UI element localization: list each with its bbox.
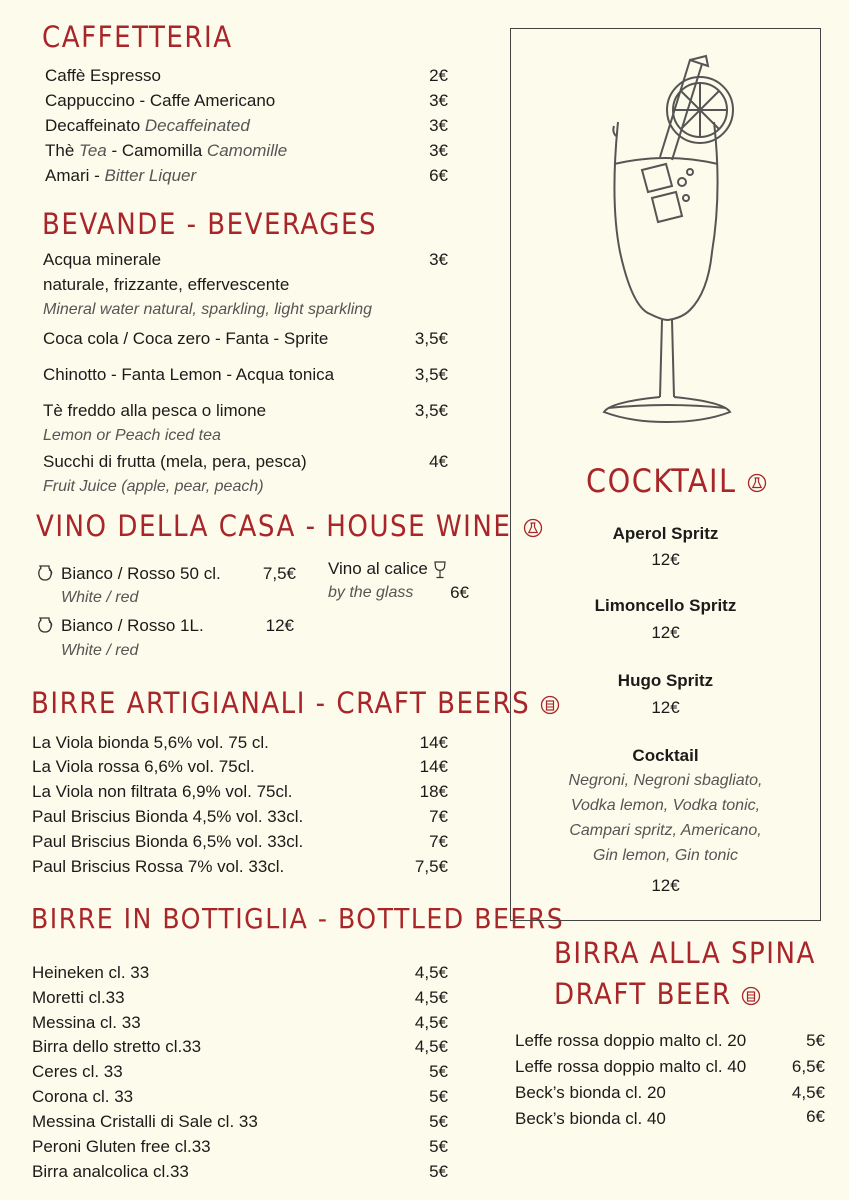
- spina-title: BIRRA ALLA SPINA: [554, 936, 816, 970]
- menu-item-beer: Birra analcolica cl.33: [32, 1162, 189, 1181]
- item-price: 12€: [265, 616, 294, 635]
- bevande-title: BEVANDE - BEVERAGES: [42, 207, 378, 241]
- menu-item-draft: Leffe rossa doppio malto cl. 20: [515, 1031, 747, 1050]
- item-price: 6€: [806, 1107, 825, 1126]
- caffetteria-title: CAFFETTERIA: [42, 20, 233, 54]
- cocktail-desc-line: Vodka lemon, Vodka tonic,: [570, 797, 761, 814]
- item-price: 3€: [429, 116, 448, 135]
- item-price: 3€: [429, 250, 448, 269]
- menu-item-vino-calice: Vino al calice: [328, 558, 447, 580]
- menu-item-beer: Paul Briscius Bionda 4,5% vol. 33cl.: [32, 807, 304, 826]
- item-price: 14€: [419, 757, 448, 776]
- item-price: 3,5€: [414, 401, 448, 420]
- menu-item-beer: Messina cl. 33: [32, 1013, 141, 1032]
- menu-item-draft: Beck’s bionda cl. 40: [515, 1109, 666, 1128]
- cocktail-limoncello: Limoncello Spritz: [594, 596, 737, 615]
- menu-item-carafe-50: Bianco / Rosso 50 cl.: [61, 564, 221, 583]
- wine-glass-icon: [433, 561, 447, 579]
- menu-item-amari: Amari - Bitter Liquer: [45, 166, 197, 185]
- menu-item-te-freddo: Tè freddo alla pesca o limone: [43, 401, 267, 420]
- cocktail-hugo: Hugo Spritz: [617, 671, 714, 690]
- item-price: 4,5€: [414, 963, 448, 982]
- menu-item-beer: Paul Briscius Rossa 7% vol. 33cl.: [32, 857, 285, 876]
- cocktail-title: COCKTAIL: [586, 463, 767, 499]
- item-price: 6€: [450, 583, 469, 602]
- item-translation: White / red: [61, 642, 139, 659]
- artigianali-title: BIRRE ARTIGIANALI - CRAFT BEERS: [31, 686, 560, 720]
- item-price: 7,5€: [262, 564, 296, 583]
- menu-item-beer: Ceres cl. 33: [32, 1062, 123, 1081]
- menu-item-decaffeinato: Decaffeinato Decaffeinated: [45, 116, 250, 135]
- menu-item-beer: Moretti cl.33: [32, 988, 125, 1007]
- item-price: 5€: [806, 1031, 825, 1050]
- item-price: 12€: [651, 876, 680, 895]
- menu-item-beer: Heineken cl. 33: [32, 963, 150, 982]
- item-price: 3,5€: [414, 329, 448, 348]
- menu-item-beer: Paul Briscius Bionda 6,5% vol. 33cl.: [32, 832, 304, 851]
- allergen-icon: [741, 986, 761, 1006]
- item-translation: by the glass: [328, 584, 414, 601]
- menu-item-carafe-1l: Bianco / Rosso 1L.: [61, 616, 204, 635]
- spina-subtitle: DRAFT BEER: [554, 977, 761, 1011]
- item-price: 5€: [429, 1087, 448, 1106]
- cocktail-aperol: Aperol Spritz: [612, 524, 719, 543]
- menu-item-the: Thè Tea - Camomilla Camomille: [45, 141, 288, 160]
- menu-item-acqua: Acqua minerale: [43, 250, 162, 269]
- item-price: 5€: [429, 1062, 448, 1081]
- item-price: 4,5€: [414, 1013, 448, 1032]
- item-price: 4€: [429, 452, 448, 471]
- menu-item-beer: Corona cl. 33: [32, 1087, 134, 1106]
- item-price: 3€: [429, 141, 448, 160]
- menu-item-beer: La Viola bionda 5,6% vol. 75 cl.: [32, 733, 269, 752]
- item-price: 7,5€: [414, 857, 448, 876]
- item-translation: White / red: [61, 589, 139, 606]
- item-price: 14€: [419, 733, 448, 752]
- menu-item-cappuccino: Cappuccino - Caffe Americano: [45, 91, 276, 110]
- carafe-icon: [35, 563, 55, 583]
- vino-title: VINO DELLA CASA - HOUSE WINE: [36, 509, 543, 543]
- menu-item-coca-cola: Coca cola / Coca zero - Fanta - Sprite: [43, 329, 329, 348]
- bottiglia-title: BIRRE IN BOTTIGLIA - BOTTLED BEERS: [31, 902, 565, 935]
- carafe-icon: [35, 615, 55, 635]
- cocktail-desc-line: Campari spritz, Americano,: [569, 822, 762, 839]
- item-translation: Mineral water natural, sparkling, light sparkling: [43, 301, 373, 318]
- item-price: 4,5€: [414, 988, 448, 1007]
- item-price: 12€: [651, 623, 680, 642]
- menu-item-acqua-line2: naturale, frizzante, effervescente: [43, 275, 290, 294]
- item-price: 3€: [429, 91, 448, 110]
- item-price: 5€: [429, 1162, 448, 1181]
- menu-item-chinotto: Chinotto - Fanta Lemon - Acqua tonica: [43, 365, 335, 384]
- menu-item-draft: Beck’s bionda cl. 20: [515, 1083, 666, 1102]
- item-price: 4,5€: [791, 1083, 825, 1102]
- item-price: 12€: [651, 550, 680, 569]
- cocktail-desc-line: Negroni, Negroni sbagliato,: [568, 772, 763, 789]
- menu-item-beer: Peroni Gluten free cl.33: [32, 1137, 211, 1156]
- item-price: 7€: [429, 807, 448, 826]
- menu-item-beer: Birra dello stretto cl.33: [32, 1037, 202, 1056]
- item-translation: Lemon or Peach iced tea: [43, 427, 221, 444]
- menu-item-beer: Messina Cristalli di Sale cl. 33: [32, 1112, 258, 1131]
- allergen-icon: [747, 473, 767, 493]
- item-price: 5€: [429, 1137, 448, 1156]
- item-price: 18€: [419, 782, 448, 801]
- item-price: 6,5€: [791, 1057, 825, 1076]
- menu-item-espresso: Caffè Espresso: [45, 66, 161, 85]
- item-price: 6€: [429, 166, 448, 185]
- cocktail-generic: Cocktail: [632, 746, 699, 765]
- item-price: 5€: [429, 1112, 448, 1131]
- item-price: 2€: [429, 66, 448, 85]
- item-price: 4,5€: [414, 1037, 448, 1056]
- cocktail-desc-line: Gin lemon, Gin tonic: [593, 847, 738, 864]
- menu-item-succhi: Succhi di frutta (mela, pera, pesca): [43, 452, 307, 471]
- menu-item-beer: La Viola rossa 6,6% vol. 75cl.: [32, 757, 255, 776]
- cocktail-glass-illustration: [590, 52, 750, 424]
- menu-item-draft: Leffe rossa doppio malto cl. 40: [515, 1057, 747, 1076]
- item-price: 12€: [651, 698, 680, 717]
- item-price: 7€: [429, 832, 448, 851]
- item-translation: Fruit Juice (apple, pear, peach): [43, 478, 264, 495]
- menu-item-beer: La Viola non filtrata 6,9% vol. 75cl.: [32, 782, 293, 801]
- item-price: 3,5€: [414, 365, 448, 384]
